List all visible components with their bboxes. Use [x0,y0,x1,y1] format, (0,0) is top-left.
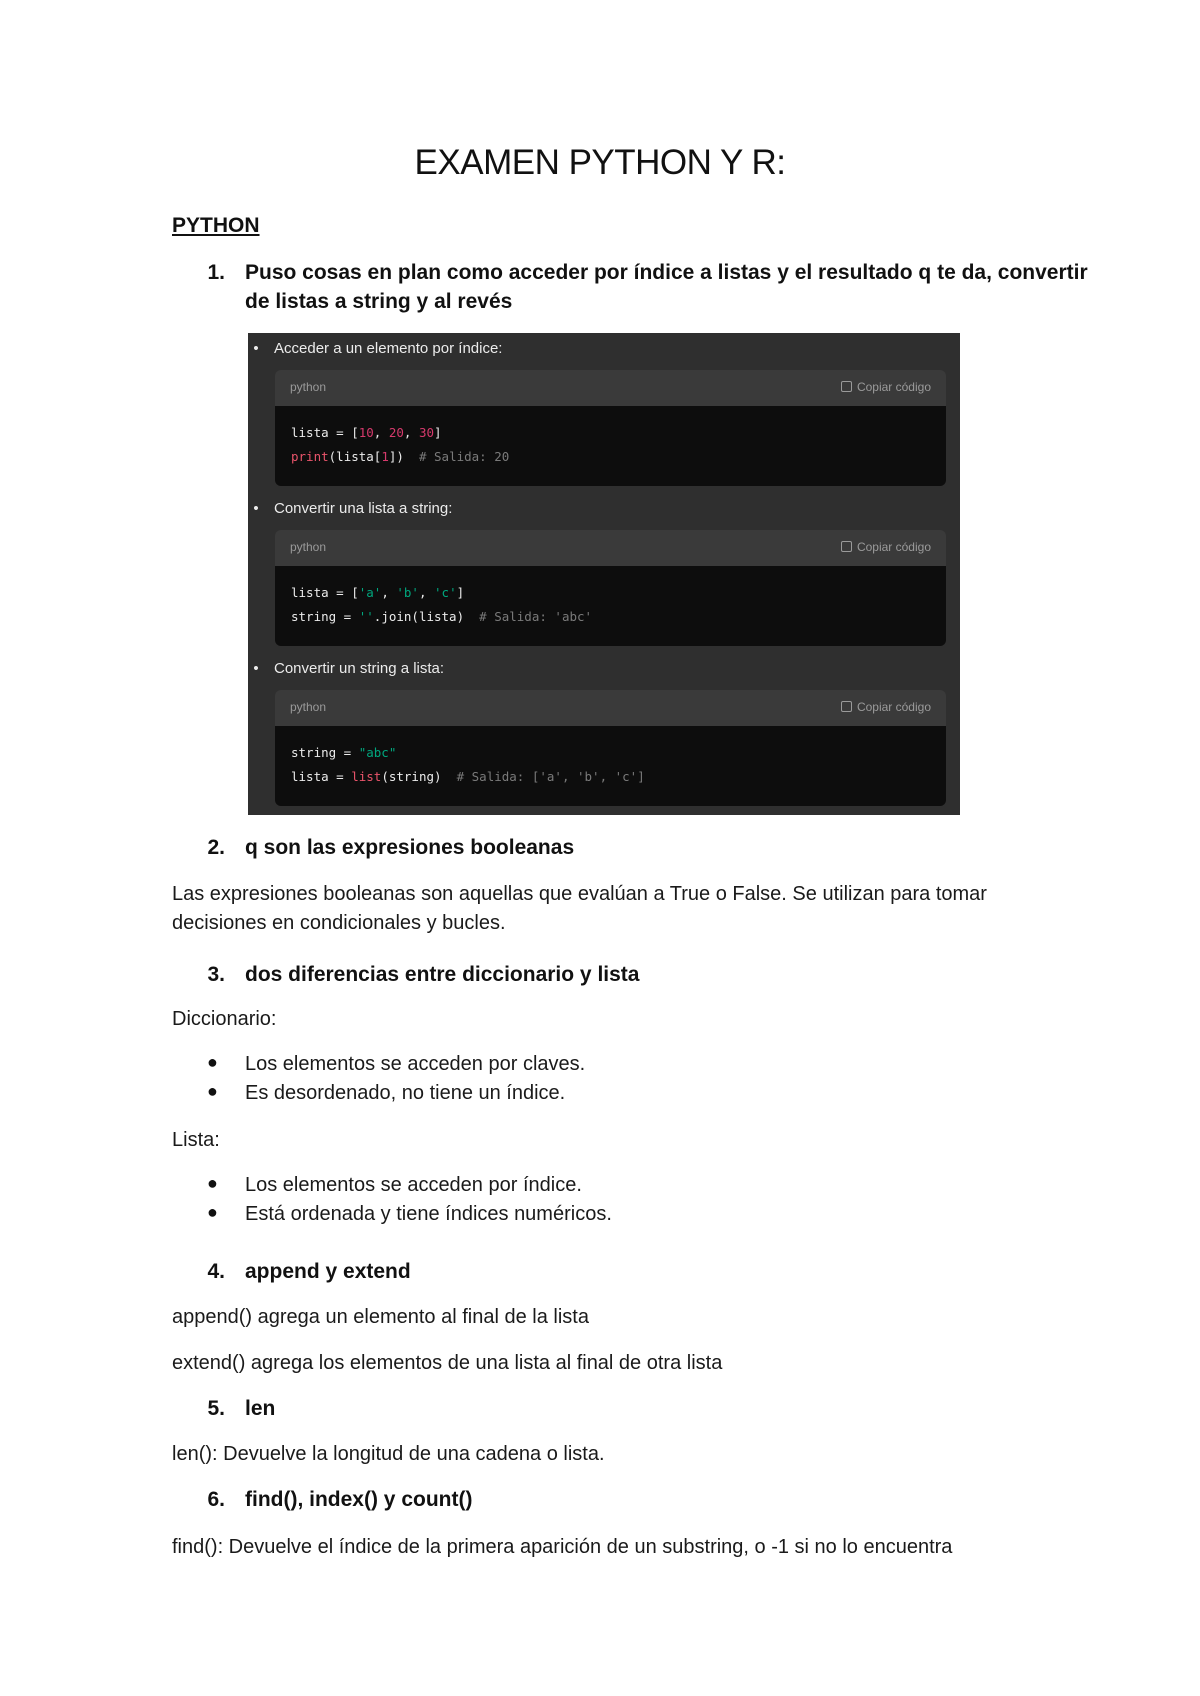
dictionary-item: Es desordenado, no tiene un índice. [245,1082,566,1104]
copy-code-button [841,700,931,714]
bullet-dot: ● [207,1052,218,1072]
answer-4-extend: extend() agrega los elementos de una lista al final de otra lista [172,1352,723,1374]
code-line [291,449,509,464]
code-block-3 [275,690,946,806]
code-token: 30 [418,425,435,440]
code-token: 1 [381,449,389,464]
bullet-dot: • [253,660,259,677]
question-6-text: find(), index() y count() [245,1488,473,1511]
question-5-number: 5. [207,1397,225,1420]
question-6-number: 6. [207,1488,225,1511]
code-line [291,609,592,624]
code-token: (lista[ [328,449,382,464]
code-screenshot [248,333,960,815]
code-token: lista = [291,769,352,784]
code-block-1 [275,370,946,486]
code-block-2 [275,530,946,646]
list-item: Está ordenada y tiene índices numéricos. [245,1203,612,1225]
code-token: (string) [381,769,457,784]
question-1-line-2: de listas a string y al revés [245,290,513,313]
list-item: Los elementos se acceden por índice. [245,1174,582,1196]
code-token: "abc" [358,745,397,760]
code-token: 20 [388,425,404,440]
bullet-dot: ● [207,1202,218,1222]
code-token: .join(lista) [373,609,480,624]
answer-6-find: find(): Devuelve el índice de la primera aparición de un substring, o -1 si no lo encuentra [172,1536,953,1558]
copy-code-label: Copiar código [856,540,931,554]
copy-code-button [841,540,931,554]
code-block-body [275,406,946,486]
code-comment: # Salida: ['a', 'b', 'c'] [456,769,645,784]
code-token: ] [456,585,465,600]
document-title: EXAMEN PYTHON Y R: [414,143,786,182]
dictionary-item: Los elementos se acceden por claves. [245,1053,586,1075]
code-comment: # Salida: 'abc' [479,609,593,624]
bullet-dot: ● [207,1173,218,1193]
code-token: , [418,585,435,600]
code-line [291,585,464,600]
code-block-header [275,530,946,566]
bullet-dot: • [253,500,259,517]
code-language-label: python [290,700,327,714]
list-label: Lista: [172,1129,220,1151]
code-token: 'a' [358,585,382,600]
copy-icon [841,381,852,392]
bullet-label: Convertir un string a lista: [274,660,445,677]
question-2-text: q son las expresiones booleanas [245,836,575,859]
section-heading-python: PYTHON [172,214,260,237]
code-line [291,745,396,760]
question-5-text: len [245,1397,276,1420]
dictionary-label: Diccionario: [172,1008,277,1030]
code-language-label: python [290,540,327,554]
copy-code-label: Copiar código [856,380,931,394]
code-block-body [275,726,946,806]
question-4-text: append y extend [245,1260,411,1283]
copy-code-button [841,380,931,394]
code-token: string = [291,745,359,760]
code-token: , [381,585,397,600]
bullet-dot: ● [207,1081,218,1101]
code-token: lista = [ [291,585,359,600]
code-token: ]) [388,449,419,464]
bullet-label: Convertir una lista a string: [274,500,453,517]
bullet-label: Acceder a un elemento por índice: [274,340,503,357]
code-token: string = [291,609,359,624]
question-2-number: 2. [207,836,225,859]
answer-2-line-1: Las expresiones booleanas son aquellas que evalúan a True o False. Se utilizan para tomar [172,883,987,905]
answer-2-paragraph [172,880,987,938]
code-token: lista = [ [291,425,359,440]
question-1-number: 1. [207,261,225,284]
code-token: list [351,769,382,784]
question-3-number: 3. [207,963,225,986]
copy-icon [841,701,852,712]
code-token: , [403,425,419,440]
question-1-line-1: Puso cosas en plan como acceder por índice a listas y el resultado q te da, convertir [245,261,1088,284]
code-block-header [275,690,946,726]
copy-icon [841,541,852,552]
code-token: 10 [358,425,374,440]
code-block-header [275,370,946,406]
answer-4-append: append() agrega un elemento al final de la lista [172,1306,589,1328]
answer-2-line-2: decisiones en condicionales y bucles. [172,912,506,934]
code-comment: # Salida: 20 [418,449,510,464]
bullet-dot: • [253,340,259,357]
question-3-text: dos diferencias entre diccionario y lista [245,963,640,986]
code-token: print [291,449,329,464]
answer-5-paragraph: len(): Devuelve la longitud de una cadena o lista. [172,1443,605,1465]
code-token: 'c' [434,585,457,600]
code-language-label: python [290,380,327,394]
code-line [291,425,442,440]
code-token: '' [358,609,374,624]
copy-code-label: Copiar código [856,700,931,714]
question-1-text [245,258,1088,316]
code-token: 'b' [396,585,419,600]
code-token: ] [434,425,442,440]
question-4-number: 4. [207,1260,225,1283]
code-block-body [275,566,946,646]
code-token: , [373,425,389,440]
code-line [291,769,645,784]
